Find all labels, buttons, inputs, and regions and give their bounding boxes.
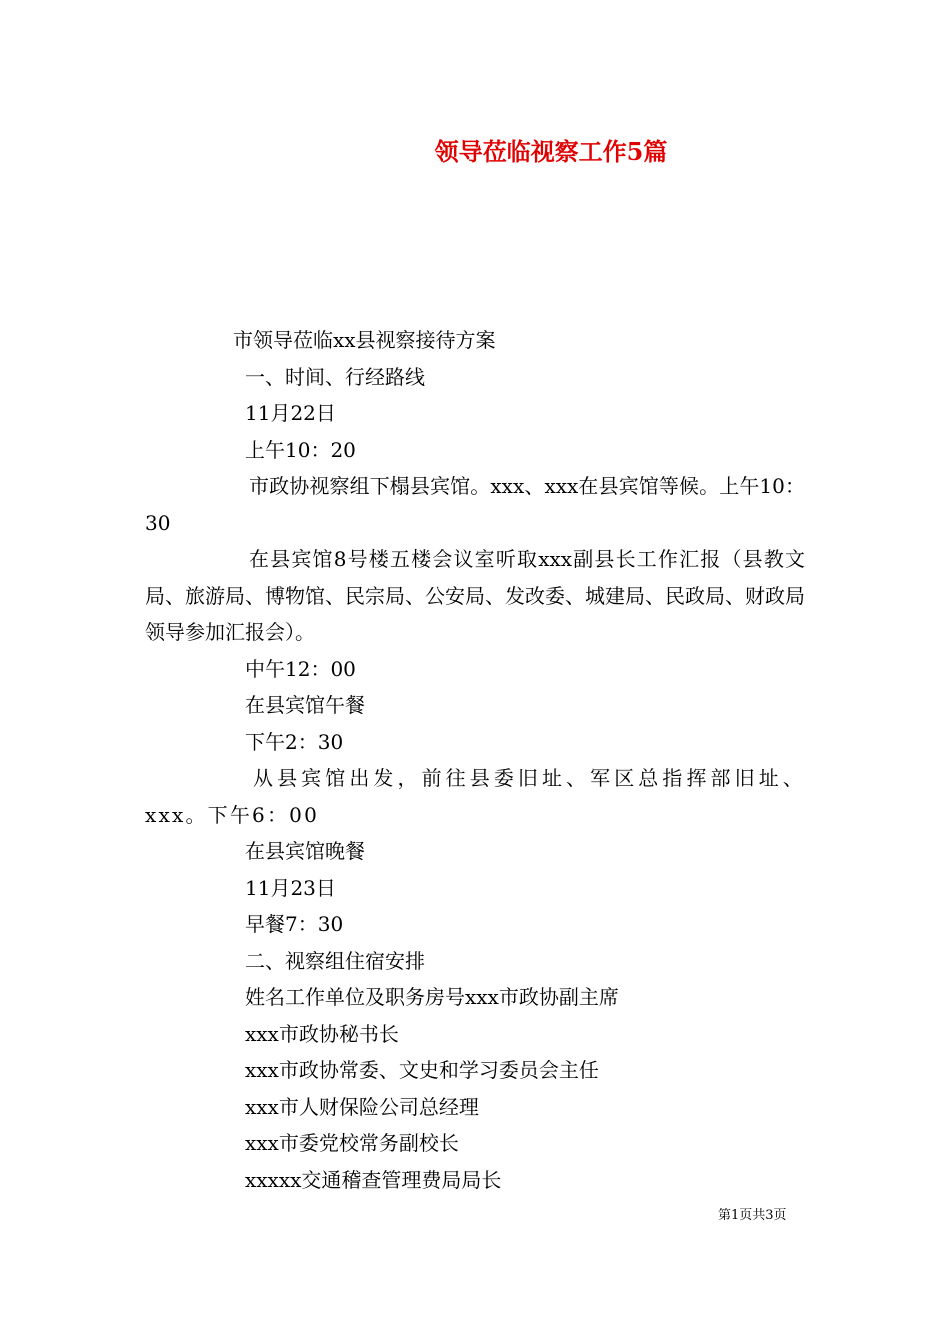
list-item: xxx市政协秘书长 xyxy=(245,1021,399,1046)
list-item: 姓名工作单位及职务房号xxx市政协副主席 xyxy=(245,985,619,1009)
text-line: 在县宾馆晚餐 xyxy=(245,839,365,863)
time-line: 上午10：20 xyxy=(245,437,356,462)
list-item: xxx市人财保险公司总经理 xyxy=(245,1094,479,1119)
section-title-schedule: 一、时间、行经路线 xyxy=(245,364,425,389)
paragraph: 在县宾馆8号楼五楼会议室听取xxx副县长工作汇报（县教文局、旅游局、博物馆、民宗局、公安局、发改委、城建局、民政局、财政局领导参加汇报会）。 xyxy=(145,547,805,644)
list-item: xxx市政协常委、文史和学习委员会主任 xyxy=(245,1058,599,1082)
date-line: 11月22日 xyxy=(245,401,336,425)
text-line: 在县宾馆午餐 xyxy=(245,693,365,717)
document-title: 领导莅临视察工作5篇 xyxy=(434,137,668,166)
date-line: 11月23日 xyxy=(245,875,336,900)
time-line: 中午12：00 xyxy=(245,656,356,681)
document-body xyxy=(145,322,805,1198)
list-item: xxxxx交通稽查管理费局局长 xyxy=(245,1167,502,1192)
section-heading: 市领导莅临xx县视察接待方案 xyxy=(233,328,496,352)
paragraph: 市政协视察组下榻县宾馆。xxx、xxx在县宾馆等候。上午10：30 xyxy=(145,474,805,535)
list-item: xxx市委党校常务副校长 xyxy=(245,1131,459,1155)
paragraph: 从县宾馆出发，前往县委旧址、军区总指挥部旧址、xxx。下午6：00 xyxy=(145,766,805,827)
time-line: 早餐7：30 xyxy=(245,912,344,936)
page-number: 第1页共3页 xyxy=(718,1208,787,1223)
time-line: 下午2：30 xyxy=(245,729,344,754)
section-title-lodging: 二、视察组住宿安排 xyxy=(245,948,425,973)
